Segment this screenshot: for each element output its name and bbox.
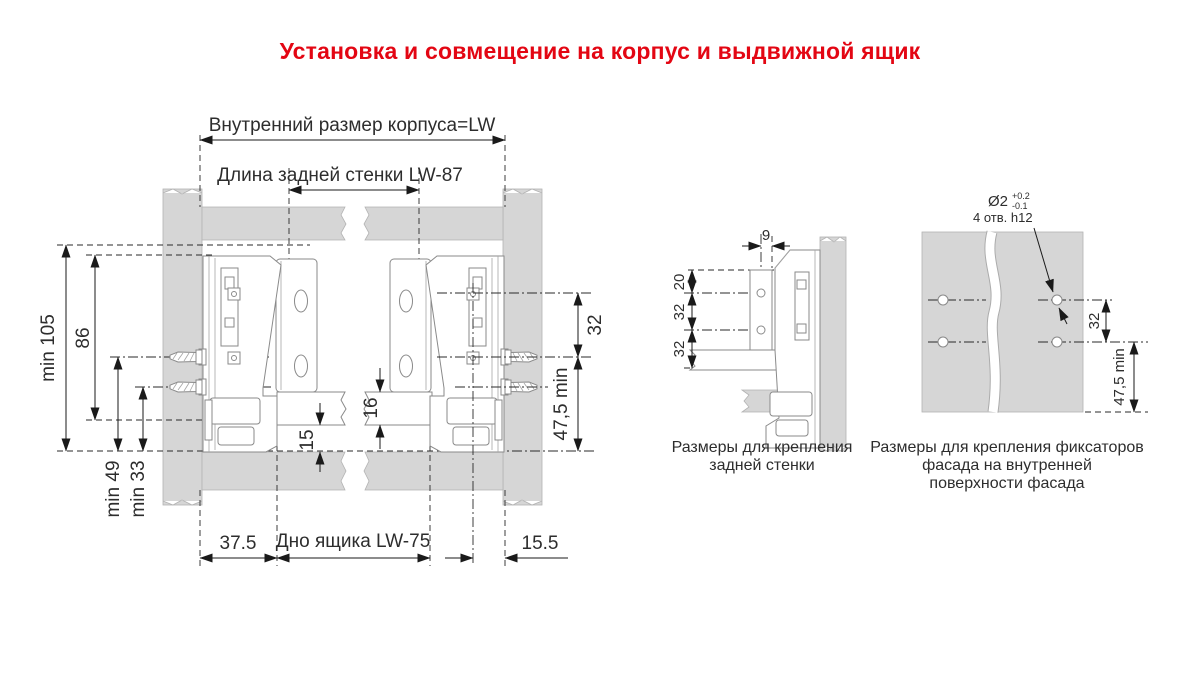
- hole: [1052, 337, 1062, 347]
- right-caption-line2: фасада на внутренней: [922, 457, 1092, 474]
- page-title: Установка и совмещение на корпус и выдвижной ящик: [279, 38, 921, 64]
- back-wall-length-label: Длина задней стенки LW-87: [217, 165, 463, 186]
- tolerance-plus: +0.2: [1012, 191, 1030, 201]
- hole-qty-label: 4 отв. h12: [973, 210, 1033, 225]
- dim-16-label: 16: [361, 397, 383, 419]
- dim-32-label: 32: [585, 314, 607, 336]
- left-diagram: [38, 115, 606, 566]
- cabinet-top-rail: [202, 207, 503, 240]
- cabinet-side-panel-right: [503, 189, 542, 505]
- dimension-32-right: [578, 293, 606, 357]
- dimension-min105: [38, 245, 66, 451]
- back-wall-bracket-left: [276, 259, 317, 392]
- hole: [1052, 295, 1062, 305]
- inner-width-label: Внутренний размер корпуса=LW: [208, 115, 496, 136]
- drawer-profile-left: [199, 256, 281, 452]
- drawer-bottom-panel: [270, 392, 439, 425]
- dimension-inner-width: [200, 115, 505, 140]
- dim-32b-label: 32: [670, 340, 688, 358]
- dim-min105-label: min 105: [38, 314, 60, 382]
- dim-20-label: 20: [670, 273, 688, 291]
- cabinet-side-panel: [820, 237, 846, 451]
- tolerance-minus: -0.1: [1012, 201, 1028, 211]
- back-wall-bracket-right: [390, 259, 431, 392]
- dim-32a-label: 32: [670, 303, 688, 321]
- hole: [938, 337, 948, 347]
- right-caption-line1: Размеры для крепления фиксаторов: [870, 439, 1144, 456]
- dim-475-label: 47,5 min: [1110, 348, 1128, 406]
- back-wall-panel: [750, 270, 772, 350]
- dimension-min33: [128, 387, 149, 518]
- right-caption-line3: поверхности фасада: [929, 475, 1085, 492]
- panel-break-wave: [990, 232, 996, 412]
- dimension-86: [73, 255, 95, 420]
- drawer-profile: [766, 250, 820, 448]
- dim-min33-label: min 33: [128, 460, 150, 518]
- dimension-9: [742, 227, 790, 246]
- cabinet-side-panel-left: [163, 189, 202, 505]
- middle-caption-line2: задней стенки: [709, 457, 815, 474]
- dimension-min49: [103, 357, 124, 518]
- dim-475-label: 47,5 min: [551, 367, 573, 441]
- dimension-32: [1086, 300, 1106, 342]
- right-diagram: [870, 191, 1148, 492]
- dimension-475-right: [551, 357, 578, 451]
- dim-375-label: 37.5: [219, 533, 257, 554]
- dim-86-label: 86: [73, 327, 95, 349]
- drawer-profile-right: [426, 256, 508, 452]
- dim-15-label: 15: [297, 429, 319, 451]
- drawer-bottom-panel: [690, 350, 778, 370]
- dimension-475: [1085, 342, 1148, 412]
- facade-panel: [922, 232, 1083, 412]
- dimension-chain-20-32-32: [671, 270, 692, 368]
- dimension-16: [361, 368, 382, 449]
- middle-caption-line1: Размеры для крепления: [671, 439, 853, 456]
- right-caption: [870, 439, 1143, 492]
- hole: [938, 295, 948, 305]
- dim-min49-label: min 49: [103, 460, 125, 518]
- drawer-bottom-label: Дно ящика LW-75: [275, 531, 431, 552]
- dim-32-label: 32: [1085, 312, 1103, 330]
- dimension-back-wall-length: [217, 165, 463, 190]
- dim-155-label: 15.5: [521, 533, 559, 554]
- dimension-bottom-row: [200, 531, 568, 558]
- hole-diameter-label: Ø2: [988, 193, 1009, 210]
- middle-diagram: [671, 0, 852, 474]
- dim-9-label: 9: [761, 227, 771, 244]
- middle-caption: [672, 439, 853, 474]
- cabinet-bottom-rail: [202, 452, 503, 490]
